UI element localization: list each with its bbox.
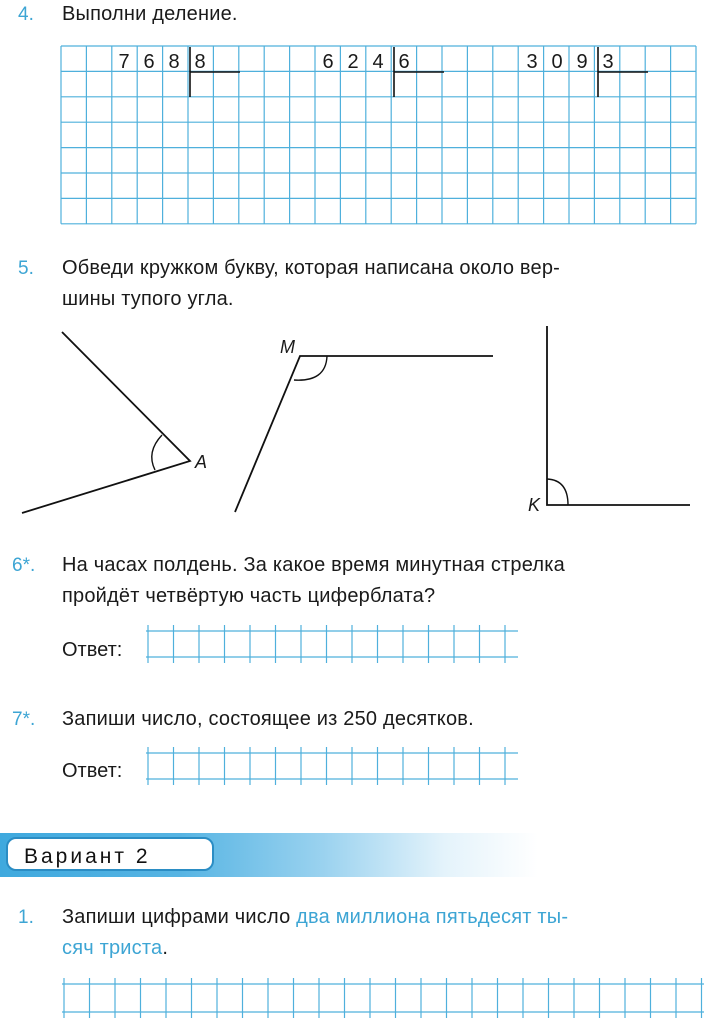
task-6-line-2: пройдёт четвёртую часть циферблата? <box>62 585 436 607</box>
angle-a-rays <box>22 332 190 513</box>
task-1-number-words-2: сяч триста <box>62 937 163 959</box>
task-6-number: 6*. <box>12 555 36 576</box>
dividend-digit: 3 <box>526 51 538 73</box>
task-1-line-2 <box>62 933 168 964</box>
task-1-answer-grid[interactable] <box>62 976 704 1020</box>
task-4-text: Выполни деление. <box>62 3 238 25</box>
variant-banner <box>0 833 717 877</box>
divisor-digit: 3 <box>602 51 614 73</box>
vertex-k-label[interactable]: K <box>528 495 541 515</box>
task-5-line-2: шины тупого угла. <box>62 288 234 310</box>
task-6-answer-grid[interactable] <box>146 623 518 665</box>
dividend-digit: 6 <box>143 51 155 73</box>
angle-k-rays <box>547 326 690 505</box>
task-6-answer-label: Ответ: <box>62 639 123 661</box>
task-6-line-1: На часах полдень. За какое время минутная стрелка <box>62 554 565 576</box>
task-1-line-1 <box>62 902 568 933</box>
task-1-number-words-1: два миллиона пятьдесят ты- <box>296 906 569 928</box>
task-1-prefix: Запиши цифрами число <box>62 906 291 928</box>
variant-label-box <box>6 837 214 871</box>
angle-m-rays <box>235 356 493 512</box>
dividend-digit: 6 <box>322 51 334 73</box>
angle-k-arc <box>547 479 568 505</box>
divisor-digit: 8 <box>194 51 206 73</box>
dividend-digit: 4 <box>372 51 384 73</box>
vertex-m-label[interactable]: M <box>280 337 295 357</box>
variant-label: Вариант 2 <box>24 845 151 868</box>
task-1-period: . <box>162 937 169 959</box>
task-4-number: 4. <box>18 4 34 25</box>
task-1-number: 1. <box>18 907 34 928</box>
angles-figure <box>0 320 717 520</box>
task-7-answer-grid[interactable] <box>146 745 518 787</box>
dividend-digit: 7 <box>118 51 130 73</box>
task-5-line-1: Обведи кружком букву, которая написана около вер- <box>62 257 561 279</box>
dividend-digit: 2 <box>347 51 359 73</box>
vertex-a-label[interactable]: A <box>195 452 208 472</box>
angle-a-arc <box>152 435 162 470</box>
task-7-text: Запиши число, состоящее из 250 десятков. <box>62 708 474 730</box>
divisor-digit: 6 <box>398 51 410 73</box>
task-7-answer-label: Ответ: <box>62 760 123 782</box>
task-7-number: 7*. <box>12 709 36 730</box>
dividend-digit: 9 <box>576 51 588 73</box>
task-5-number: 5. <box>18 258 34 279</box>
dividend-digit: 0 <box>551 51 563 73</box>
dividend-digit: 8 <box>168 51 180 73</box>
